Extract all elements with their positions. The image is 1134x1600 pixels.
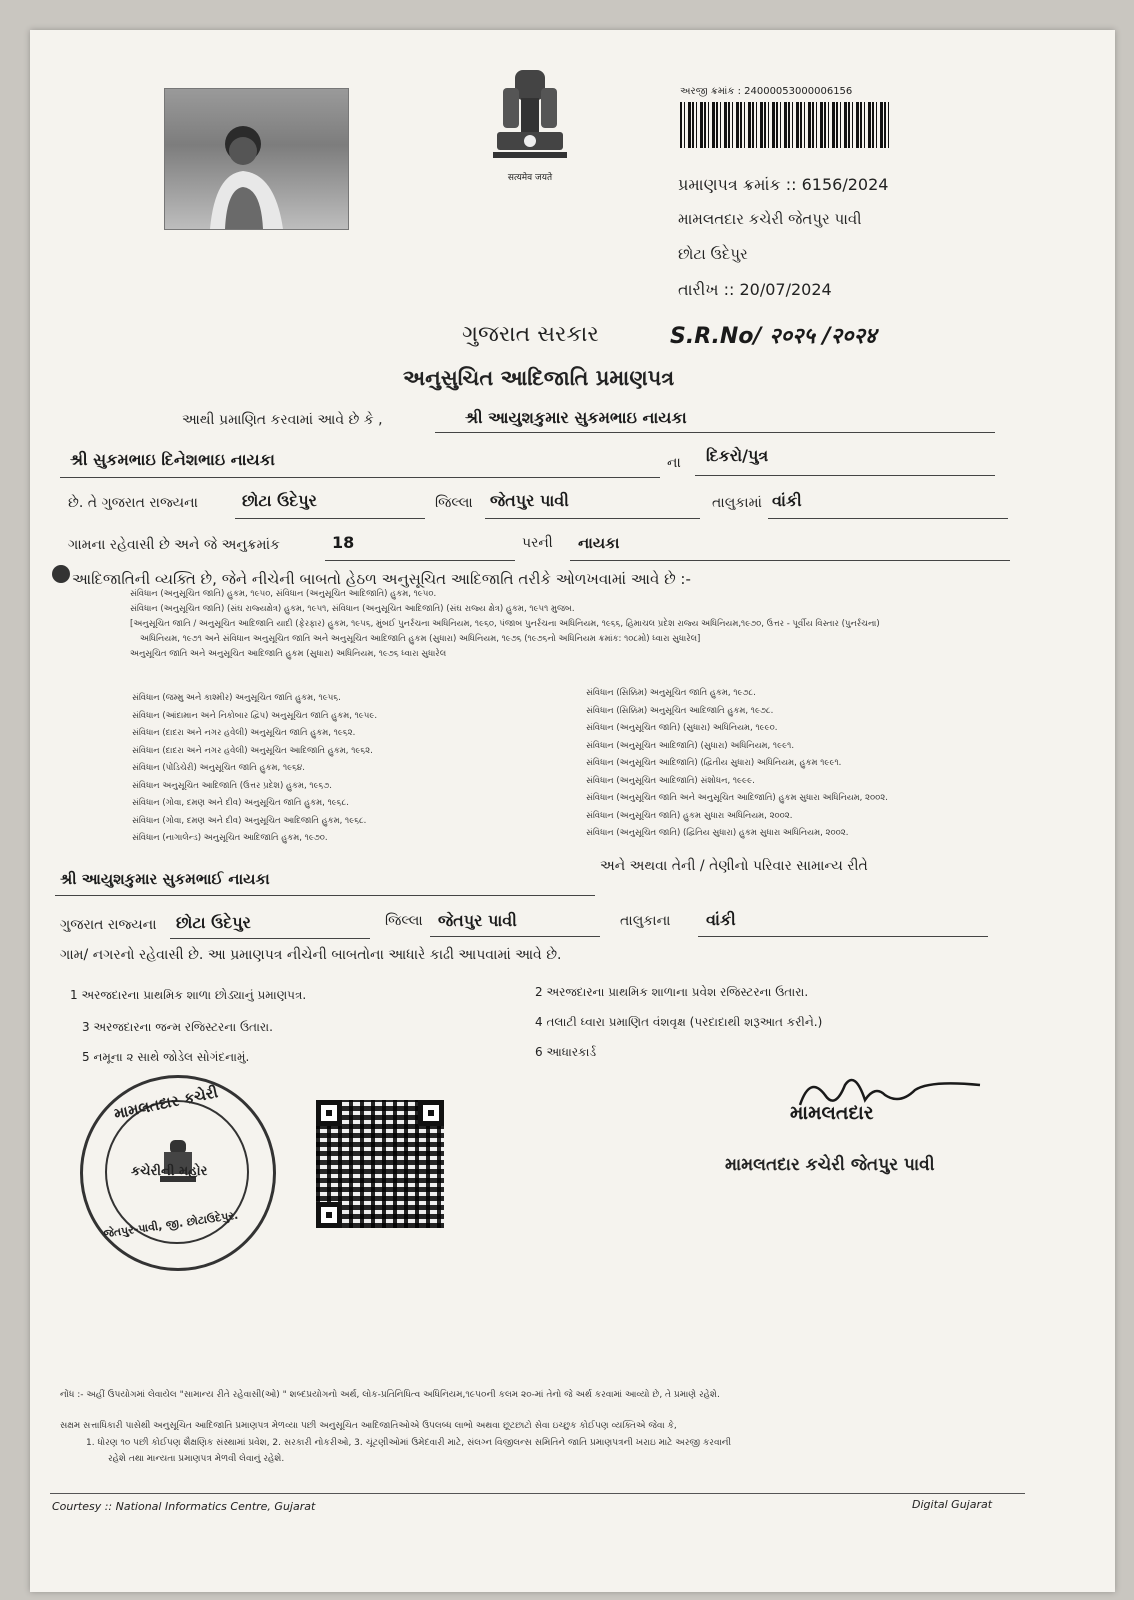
document-item: 3 અરજદારના જન્મ રજિસ્ટરના ઉતારા. xyxy=(82,1020,273,1034)
order-right-line: સંવિધાન (અનુસૂચિત જાતિ અને અનુસૂચિત આદિજાતિ) હુકમ સુધારા અધિનિયમ, ૨૦૦૨. xyxy=(586,793,888,803)
document-item: 5 નમૂના ૨ સાથે જોડેલ સોગંદનામું. xyxy=(82,1050,250,1064)
serial-underline xyxy=(325,560,515,561)
orders-top xyxy=(130,587,1070,662)
child-figure-icon xyxy=(165,89,348,229)
taluka-underline xyxy=(485,518,700,519)
document-item: 4 તલાટી ધ્વારા પ્રમાણિત વંશવૃક્ષ (પરદાદાથી શરૂઆત કરીને.) xyxy=(535,1015,823,1029)
family-applicant-name: શ્રી આયુશકુમાર સુકમભાઈ નાયકા xyxy=(60,870,270,888)
order-top-line: સંવિધાન (અનુસૂચિત જાતિ) (સંઘ રાજ્યક્ષેત્ર) હુકમ, ૧૯૫૧, સંવિધાન (અનુસૂચિત આદિજાતિ) (સંઘ રાજ્ય ક્ષેત્ર) હુકમ, ૧૯૫૧ મુજબ. xyxy=(130,604,575,614)
certificate-number: પ્રમાણપત્ર ક્રમાંક :: 6156/2024 xyxy=(678,175,889,194)
document-item: 2 અરજદારના પ્રાથમિક શાળાના પ્રવેશ રજિસ્ટરના ઉતારા. xyxy=(535,985,809,999)
order-left-line: સંવિધાન (પોંડિચેરી) અનુસૂચિત જાતિ હુકમ, ૧૯૬૪. xyxy=(132,763,305,773)
family-district-underline xyxy=(170,938,370,939)
footer-note-1: નોંધ :- અહીં ઉપયોગમાં લેવાયેલ "સામાન્ય રીતે રહેવાસી(ઓ) " શબ્દપ્રયોગનો અર્થ, લોક-પ્રતિનિધિત્વ અધિનિયમ,૧૯૫૦ની કલમ ૨૦-માં તેનો જે અર્થ કરવામાં આવ્યો છે, તે પ્રમાણે રહેશે. xyxy=(60,1390,720,1400)
order-left-line: સંવિધાન (ગોવા, દમણ અને દીવ) અનુસૂચિત જાતિ હુકમ, ૧૯૬૮. xyxy=(132,798,349,808)
barcode xyxy=(680,102,892,148)
na-label: ના xyxy=(667,455,681,471)
certificate-title: અનુસુચિત આદિજાતિ પ્રમાણપત્ર xyxy=(403,366,675,390)
office-line-2: છોટા ઉદેપુર xyxy=(678,245,748,263)
order-top-line: [અનુસૂચિત જાતિ / અનુસૂચિત આદિજાતિ યાદી (ફેરફાર) હુકમ, ૧૯૫૬, મુંબઈ પુનર્રચના અધિનિયમ, ૧૯૬૦, પંજાબ પુનર્રચના અધિનિયમ, ૧૯૬૬, હિમાચલ પ્રદેશ રાજ્ય અધિનિયમ,૧૯૭૦, ઉત્તર - પૂર્વીય વિસ્તાર (પુનર્રચના) xyxy=(130,619,880,629)
order-top-line: સંવિધાન (અનુસૂચિત જાતિ) હુકમ, ૧૯૫૦, સંવિધાન (અનુસૂચિત આદિજાતિ) હુકમ, ૧૯૫૦. xyxy=(130,589,437,599)
family-district-label: જિલ્લા xyxy=(385,913,423,929)
state-prefix: છે. તે ગુજરાત રાજ્યના xyxy=(68,495,198,511)
order-left-line: સંવિધાન (દાદરા અને નગર હવેલી) અનુસૂચિત આદિજાતિ હુકમ, ૧૯૬૨. xyxy=(132,745,373,756)
emblem-motto: सत्यमेव जयते xyxy=(507,173,553,183)
family-text: અને અથવા તેની / તેણીનો પરિવાર સામાન્ય રીતે xyxy=(600,858,868,874)
village: વાંકી xyxy=(772,491,802,510)
order-right-line: સંવિધાન (અનુસૂચિત જાતિ) હુકમ સુધારા અધિનિયમ, ૨૦૦૨. xyxy=(586,810,793,821)
serial-number: 18 xyxy=(332,533,355,552)
application-number: અરજી ક્રમાંક : 24000053000006156 xyxy=(680,86,853,97)
district-underline xyxy=(235,518,425,519)
seal-bottom-text: જેતપુર-પાવી, જી. છોટાઉદેપુર. xyxy=(102,1208,239,1241)
courtesy-text: Courtesy :: National Informatics Centre, Gujarat xyxy=(52,1500,316,1513)
order-top-line: અધિનિયમ, ૧૯૭૧ અને સંવિધાન અનુસૂચિત જાતિ અને અનુસૂચિત આદિજાતિ હુકમ (સુધારા) અધિનિયમ, ૧૯૭૬ (૧૯૭૬નો અધિનિયમ ક્રમાંક: ૧૦૮મો) ધ્વારા સુધારેલ] xyxy=(140,634,701,644)
order-right-line: સંવિધાન (અનુસૂચિત આદિજાતિ) (દ્વિતીય સુધારા) અધિનિયમ, હુકમ ૧૯૯૧. xyxy=(586,758,842,768)
order-right-line: સંવિધાન (અનુસૂચિત જાતિ) (દ્વિતિય સુધારા) હુકમ સુધારા અધિનિયમ, ૨૦૦૨. xyxy=(586,828,849,838)
basis-text: ગામ/ નગરનો રહેવાસી છે. આ પ્રમાણપત્ર નીચેની બાબતોના આધારે કાઢી આપવામાં આવે છે. xyxy=(60,947,562,963)
government-name: ગુજરાત સરકાર xyxy=(462,322,599,347)
order-left-line: સંવિધાન અનુસૂચિત આદિજાતિ (ઉત્તર પ્રદેશ) હુકમ, ૧૯૬૭. xyxy=(132,780,333,791)
family-taluka-underline xyxy=(430,936,600,937)
ashoka-emblem-icon xyxy=(485,60,575,170)
tribe-text: આદિજાતિની વ્યક્તિ છે, જેને નીચેની બાબતો હેઠળ અનુસૂચિત આદિજાતિ તરીકે ઓળખવામાં આવે છે :- xyxy=(72,570,691,588)
seal-mid-text: કચેરીની મહોર xyxy=(131,1164,208,1179)
tribe-name: નાયકા xyxy=(578,534,620,552)
orders-left xyxy=(132,690,572,848)
applicant-name-underline xyxy=(435,432,995,433)
resident-text: ગામના રહેવાસી છે અને જે અનુક્રમાંક xyxy=(68,537,280,553)
father-name: શ્રી સુકમભાઇ દિનેશભાઇ નાયકા xyxy=(70,450,275,469)
order-left-line: સંવિધાન (ગોવા, દમણ અને દીવ) અનુસૂચિત આદિજાતિ હુકમ, ૧૯૬૮. xyxy=(132,815,367,826)
relation-underline xyxy=(695,475,995,476)
order-left-line: સંવિધાન (જમ્મુ અને કાશ્મીર) અનુસૂચિત જાતિ હુકમ, ૧૯૫૬. xyxy=(132,693,341,703)
footer-note-3: 1. ધોરણ ૧૦ પછી કોઈપણ શૈક્ષણિક સંસ્થામાં પ્રવેશ, 2. સરકારી નોકરીઓ, 3. ચૂંટણીઓમાં ઉમેદવારી માટે, સંલગ્ન વિજીલન્સ સમિતિને જાતિ પ્રમાણપત્રની ખરાઇ માટે અરજી કરવાની xyxy=(86,1438,732,1448)
upon-label: પરની xyxy=(522,535,553,551)
issue-date: તારીખ :: 20/07/2024 xyxy=(678,280,832,299)
punch-hole xyxy=(52,565,70,583)
applicant-photo xyxy=(164,88,349,230)
applicant-name: શ્રી આયુશકુમાર સુકમભાઇ નાયકા xyxy=(465,408,687,427)
tribe-underline xyxy=(570,560,1010,561)
footer-rule xyxy=(50,1493,1025,1494)
order-right-line: સંવિધાન (સિક્કિમ) અનુસૂચિત આદિજાતિ હુકમ, ૧૯૭૮. xyxy=(586,705,774,716)
taluka: જેતપુર પાવી xyxy=(490,491,569,510)
digital-gujarat-text: Digital Gujarat xyxy=(912,1498,993,1511)
district-label: જિલ્લા xyxy=(435,495,473,511)
relation: દિકરો/પુત્ર xyxy=(706,446,769,465)
office-seal xyxy=(80,1075,276,1271)
qr-finder-top-left xyxy=(316,1100,342,1126)
footer-note-2: સક્ષમ સત્તાધિકારી પાસેથી અનુસૂચિત આદિજાતિ પ્રમાણપત્ર મેળવ્યા પછી અનુસૂચિત આદિજાતિઓએ ઉપલબ્ધ લાભો અથવા છૂટછાટો સેવા ઇચ્છુક કોઈપણ વ્યક્તિએ જેવા કે, xyxy=(60,1421,677,1431)
qr-finder-top-right xyxy=(418,1100,444,1126)
order-left-line: સંવિધાન (નાગાલેન્ડ) અનુસૂચિત આદિજાતિ હુકમ, ૧૯૭૦. xyxy=(132,833,328,843)
footer-note-4: રહેશે તથા માન્યતા પ્રમાણપત્ર મેળવી લેવાનું રહેશે. xyxy=(108,1454,285,1464)
order-left-line: સંવિધાન (આંદામાન અને નિકોબાર દ્વિપ) અનુસૂચિત જાતિ હુકમ, ૧૯૫૯. xyxy=(132,710,378,721)
seal-top-text: મામલતદાર કચેરી xyxy=(112,1083,220,1123)
signatory-office: મામલતદાર કચેરી જેતપુર પાવી xyxy=(725,1155,935,1175)
order-top-line: અનુસૂચિત જાતિ અને અનુસૂચિત આદિજાતિ હુકમ (સુધારા) અધિનિયમ, ૧૯૭૬ ધ્વારા સુધારેલ xyxy=(130,649,447,659)
order-right-line: સંવિધાન (અનુસૂચિત જાતિ) (સુધારા) અધિનિયમ, ૧૯૯૦. xyxy=(586,723,778,733)
order-right-line: સંવિધાન (અનુસૂચિત આદિજાતિ) સંશોધન, ૧૯૯૯. xyxy=(586,775,755,786)
family-state-prefix: ગુજરાત રાજ્યના xyxy=(60,917,157,933)
orders-right xyxy=(586,685,1026,843)
certificate-sheet xyxy=(30,30,1115,1592)
document-item: 6 આધારકાર્ડ xyxy=(535,1045,597,1059)
seal-emblem-icon xyxy=(158,1138,198,1188)
family-name-underline xyxy=(55,895,595,896)
district: છોટા ઉદેપુર xyxy=(242,491,317,510)
father-name-underline xyxy=(60,477,660,478)
village-underline xyxy=(768,518,1008,519)
sr-number: S.R.No/ २०२५ /२०२४ xyxy=(670,324,877,349)
taluka-label: તાલુકામાં xyxy=(712,495,762,511)
office-line-1: મામલતદાર કચેરી જેતપુર પાવી xyxy=(678,210,862,228)
family-taluka-label: તાલુકાના xyxy=(620,913,671,929)
family-district: છોટા ઉદેપુર xyxy=(176,913,251,932)
order-left-line: સંવિધાન (દાદરા અને નગર હવેલી) અનુસૂચિત જાતિ હુકમ, ૧૯૬૨. xyxy=(132,728,356,738)
signatory-title: મામલતદાર xyxy=(790,1102,874,1124)
national-emblem xyxy=(485,60,575,190)
qr-code xyxy=(316,1100,444,1228)
family-taluka: જેતપુર પાવી xyxy=(438,911,517,930)
family-village-underline xyxy=(698,936,988,937)
order-right-line: સંવિધાન (અનુસૂચિત આદિજાતિ) (સુધારા) અધિનિયમ, ૧૯૯૧. xyxy=(586,740,795,751)
document-item: 1 અરજદારના પ્રાથમિક શાળા છોડ્યાનું પ્રમાણપત્ર. xyxy=(70,988,307,1002)
certify-text: આથી પ્રમાણિત કરવામાં આવે છે કે , xyxy=(182,412,383,428)
order-right-line: સંવિધાન (સિક્કિમ) અનુસૂચિત જાતિ હુકમ, ૧૯૭૮. xyxy=(586,688,756,698)
family-village: વાંકી xyxy=(706,910,736,929)
qr-finder-bottom-left xyxy=(316,1202,342,1228)
